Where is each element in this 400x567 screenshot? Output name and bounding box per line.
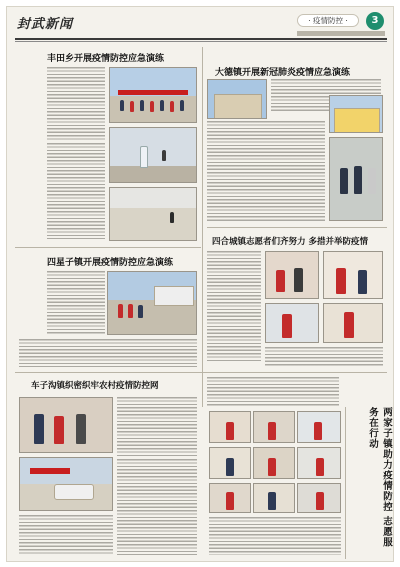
- article-6-photo-1: [209, 411, 251, 443]
- article-6-photo-9: [297, 483, 341, 513]
- article-6-photo-3: [297, 411, 341, 443]
- article-3-text-a: [207, 251, 261, 363]
- article-4-text-a: [47, 271, 105, 335]
- article-6-photo-7: [209, 483, 251, 513]
- row-divider-3: [15, 372, 387, 373]
- article-1-text-b: [47, 143, 105, 239]
- article-1-text-a: [47, 67, 105, 141]
- header-rule: [15, 38, 387, 40]
- masthead-title: 封武新闻: [17, 17, 74, 32]
- article-5-text-c: [19, 515, 113, 555]
- article-3-photo-c: [265, 303, 319, 343]
- article-5-text-a: [117, 397, 197, 457]
- article-4-photo: [107, 271, 197, 335]
- page-number-badge: 3: [366, 12, 384, 30]
- article-5-photo-indoor: [19, 397, 113, 453]
- article-5-photo-car: [19, 457, 113, 511]
- article-3-headline: 四合城镇志愿者们齐努力 多措并举防疫情: [212, 237, 368, 247]
- article-5-text-d: [207, 377, 339, 407]
- article-1-photo-drill: [109, 127, 197, 183]
- row-divider-1: [207, 227, 387, 228]
- article-2-headline: 大德镇开展新冠肺炎疫情应急演练: [215, 68, 351, 78]
- article-4-text-b: [19, 339, 197, 367]
- article-3-photo-a: [265, 251, 319, 299]
- article-1-photo-ceremony: [109, 67, 197, 123]
- article-3-photo-b: [323, 251, 383, 299]
- article-3-text-b: [265, 347, 383, 367]
- newspaper-page: [6, 6, 394, 562]
- row-divider-2: [15, 247, 201, 248]
- article-2-photo-building: [207, 79, 267, 119]
- article-6-headline: 两家子镇助力疫情防控 志愿服务在行动: [367, 407, 392, 548]
- article-6-photo-2: [253, 411, 295, 443]
- article-6-photo-5: [253, 447, 295, 479]
- article-6-photo-8: [253, 483, 295, 513]
- article-3-photo-d: [323, 303, 383, 343]
- article-5-headline: 车子沟镇织密织牢农村疫情防控网: [31, 381, 159, 391]
- article-2-photo-officers: [329, 137, 383, 221]
- header-rule-thin: [15, 41, 387, 42]
- article-6-text: [209, 517, 341, 555]
- article-6-photo-6: [297, 447, 341, 479]
- article-4-headline: 四星子镇开展疫情防控应急演练: [47, 258, 174, 268]
- column-divider-main: [202, 47, 203, 407]
- article-1-photo-road: [109, 187, 197, 241]
- article-2-photo-station: [329, 95, 383, 133]
- article-2-text-b: [207, 121, 325, 221]
- article-6-photo-4: [209, 447, 251, 479]
- article-5-text-b: [117, 459, 197, 555]
- section-tab: · 疫情防控 ·: [297, 14, 359, 27]
- column-divider-right: [345, 407, 346, 559]
- article-1-headline: 丰田乡开展疫情防控应急演练: [47, 54, 165, 64]
- date-line: [297, 31, 385, 36]
